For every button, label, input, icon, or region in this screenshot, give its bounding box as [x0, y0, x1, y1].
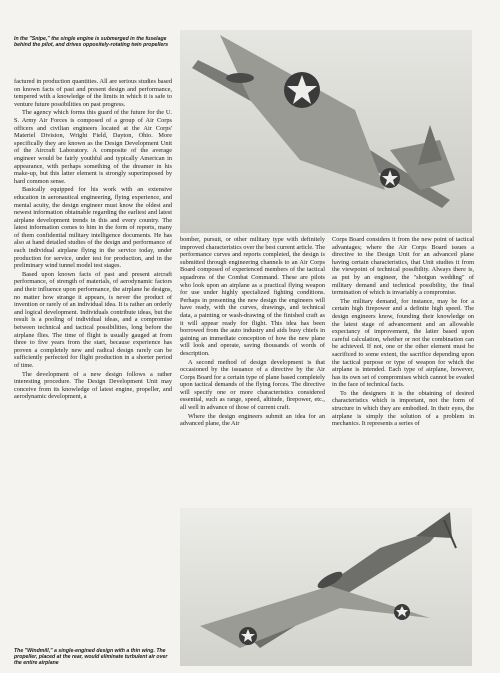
- left-paragraph-3: Basically equipped for his work with an extensive education in aeronautical engineering, flying experience, and mental acuity, the design engineer must know the oldest and newest information obtainable regarding the earliest and latest airplane development trends in this and every country. The latest information comes to him in the form of reports, many of them confidential military intelligence documents. He has also at hand detailed studies of the design and performance of each individual airplane flying in the service today, under production for service, under test for production, and in the preliminary wind tunnel model test stages.: [14, 186, 172, 270]
- left-paragraph-5: The development of a new design follows a rather interesting procedure. The Design Development Unit may conceive from its knowledge of latest engine, propeller, and aerodynamic development, a: [14, 370, 172, 401]
- right-text-column: [332, 236, 474, 429]
- middle-paragraph-1: bomber, pursuit, or other military type with definitely improved characteristics over the best current article. The performance curves and reports completed, the design is submitted through engineering channels to an Air Corps Board composed of experienced members of the tactical squadrons of the Combat Command. These are pilots who look upon an airplane as a practical flying weapon for use under highly specialized fighting conditions. Perhaps in presenting the new design the engineers will have ready, with the curves, drawings, and technical data, a painting or wash-drawing of the finished craft as it will appear ready for flight. This idea has been borrowed from the auto industry and aids busy chiefs in gaining an immediate conception of how the new plane will look and operate, saving thousands of words of description.: [180, 236, 325, 357]
- snipe-airplane-illustration: [180, 30, 472, 233]
- left-paragraph-4: Based upon known facts of past and present aircraft performance, of strength of materials, of aerodynamic factors and their influence upon performance, the airplane he designs, no matter how strange it appears, is never the product of invention or rarely of an individual idea. It is rather an orderly and logical development. Individuals contribute ideas, but the result is a pooling of individual ideas, and a compromise between technical and tactical possibilities, long before the airplane flies. The time of flight is usually gauged at from three to five years from the start, because experience has proven a completely new and radical design rarely can be sufficiently perfected for flight production in a shorter period of time.: [14, 270, 172, 369]
- windmill-airplane-photo: [180, 508, 472, 666]
- middle-paragraph-2: A second method of design development is that occasioned by the issuance of a directive by the Air Corps Board for a certain type of plane based completely upon tactical demands of the flying forces. The directive will specify one or more characteristics considered essential, such as range, speed, altitude, firepower, etc., all well in advance of those of current craft.: [180, 358, 325, 412]
- left-text-column: [14, 78, 172, 402]
- windmill-airplane-illustration: [180, 508, 472, 666]
- left-paragraph-1: factured in production quantities. All are serious studies based on known facts of past and present design and performance, tempered with a knowledge of the limits in which it is safe to venture future possibilities on past progress.: [14, 78, 172, 108]
- right-paragraph-2: The military demand, for instance, may be for a certain high firepower and a definite high speed. The design engineers know, founding their knowledge on the latest stage of advancement and an allowable expectancy of improvement, the latter based upon careful calculation, whether or not the combination can be achieved. If not, one or the other element must be sacrificed to some extent, the sacrifice depending upon the tactical purpose or type of weapon for which the airplane is intended. Each type of airplane, however, has its own set of compromises which cannot be evaded in the face of technical facts.: [332, 297, 474, 389]
- bottom-photo-caption: The "Windmill," a single-engined design with a thin wing. The propeller, placed at the rear, would eliminate turbulent air over the entire airplane: [14, 648, 168, 667]
- top-photo-caption: In the "Snipe," the single engine is submerged in the fuselage behind the pilot, and drives oppositely-rotating twin propellers: [14, 36, 169, 49]
- right-paragraph-3: To the designers it is the obtaining of desired characteristics which is important, not the form of structure in which they are embodied. In their eyes, the airplane is simply the solution of a problem in mechanics. It represents a series of: [332, 389, 474, 428]
- snipe-airplane-photo: [180, 30, 472, 233]
- middle-paragraph-3: Where the design engineers submit an idea for an advanced plane, the Air: [180, 412, 325, 428]
- middle-text-column: [180, 236, 325, 429]
- left-paragraph-2: The agency which forms this guard of the future for the U. S. Army Air Forces is composed of a group of Air Corps officers and civilian engineers located at the Air Corps' Materiel Division, Wright Field, Dayton, Ohio. More specifically they are known as the Design Development Unit of the Aircraft Laboratory. A composite of the average engineer would be fairly youthful and typically American in appearance, with perhaps something of the dreamer in his make-up, but this latter element is strongly superimposed by hard common sense.: [14, 109, 172, 185]
- right-paragraph-1: Corps Board considers it from the new point of tactical advantages; where the Air Corps Board issues a directive to the Design Unit for an advanced plane having certain characteristics, that Unit studies it from the viewpoint of technical possibility. Always there is, as put by an engineer, the "shotgun wedding" of military demand and technical possibility, the final termination of which is invariably a compromise.: [332, 236, 474, 297]
